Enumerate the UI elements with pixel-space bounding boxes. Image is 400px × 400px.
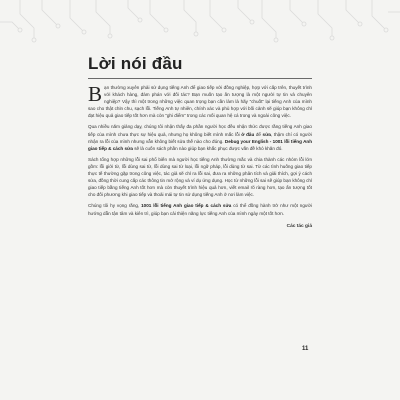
page-number: 11 bbox=[302, 346, 309, 352]
signature: Các tác giả bbox=[286, 223, 312, 229]
book-title-bold: Debug your English - 1001 lỗi tiếng Anh giao tiếp & cách sửa bbox=[88, 138, 312, 151]
paragraph-3-text: Sách tổng hợp những lỗi sai phổ biến mà người học tiếng Anh thường mắc và chia thành các nhóm lỗi lớn gồm: lỗi giới từ, lỗi dùng sai từ, lỗi dùng sai từ loại, lỗi ngữ pháp, lỗi dùng từ sai. Từ các tình huống giao tiếp thực tế thường gặp trong công việc, tác giả sẽ chỉ ra lỗi sai, đưa ra những phân tích và giải thích, gợi ý cách sửa, đồng thời cung cấp các thông tin mở rộng và ví dụ ứng dụng. Học từ những lỗi sai sẽ giúp bạn không chỉ giao tiếp bằng tiếng Anh tốt hơn mà còn thuyết trình hiệu quả hơn, viết email rõ ràng hơn, tạo ấn tượng tốt cho đối phương khi giao tiếp và thoải mái tự tin sử dụng tiếng Anh ở nơi làm việc. bbox=[88, 156, 312, 198]
paragraph-4-bold: 1001 lỗi tiếng Anh giao tiếp & cách sửa bbox=[141, 203, 232, 209]
paragraph-1 bbox=[88, 84, 312, 119]
paragraph-2-bold-b: sửa bbox=[262, 131, 271, 137]
paragraph-4-text-a: Chúng tôi hy vọng rằng, bbox=[88, 203, 142, 209]
paragraph-2 bbox=[88, 123, 312, 151]
paragraph-2-text-c: , thậm chí có người nhận ra lỗi của mình nhưng vẫn không biết sửa thế nào cho đúng. bbox=[88, 131, 312, 144]
title-underline bbox=[88, 78, 312, 79]
paragraph-2-text-d: sẽ là cuốn sách phần nào giúp bạn khắc phục được vấn đề khó khăn đó. bbox=[132, 145, 283, 151]
page-title: Lời nói đầu bbox=[88, 54, 183, 73]
paragraph-2-text-a: Qua nhiều năm giảng dạy, chúng tôi nhận thấy đa phần người học đều nhận thức được rằng tiếng Anh giao tiếp của mình chưa thực sự hiệu quả, nhưng họ không biết mình mắc lỗi bbox=[88, 124, 312, 137]
drop-cap: B bbox=[88, 82, 103, 106]
paragraph-1-text: ạn thường xuyên phải sử dụng tiếng Anh để giao tiếp với đồng nghiệp, hợp với cấp trên, thuyết trình với khách hàng, đàm phán với đối tác? Bạn muốn tạo ấn tượng là một người tự tin và chuyên nghiệp? Vậy thì một trong những việc quan trọng bạn cần làm là hãy “chuốt” lại tiếng Anh của mình sao cho thật chỉn chu, sạch lỗi. Tiếng Anh tự nhiên, chính xác và phù hợp với bối cảnh sẽ giúp bạn không chỉ đạt hiệu quả giao tiếp tốt hơn mà còn “ghi điểm” trong các mối quan hệ cá trong và ngoài công việc. bbox=[88, 85, 312, 119]
paragraph-3 bbox=[88, 156, 312, 199]
paragraph-4 bbox=[88, 202, 312, 216]
preface-body bbox=[88, 84, 312, 230]
paragraph-2-text-b: để bbox=[254, 131, 263, 137]
circuit-decoration bbox=[0, 0, 400, 60]
paragraph-2-bold-a: ở đâu bbox=[241, 131, 255, 137]
paragraph-4-text-b: có thể đồng hành trở như một người hướng dẫn tận tâm và kiên trì, giúp bạn cải thiện năng lực tiếng Anh của mình ngày một tốt hơn. bbox=[88, 203, 313, 216]
